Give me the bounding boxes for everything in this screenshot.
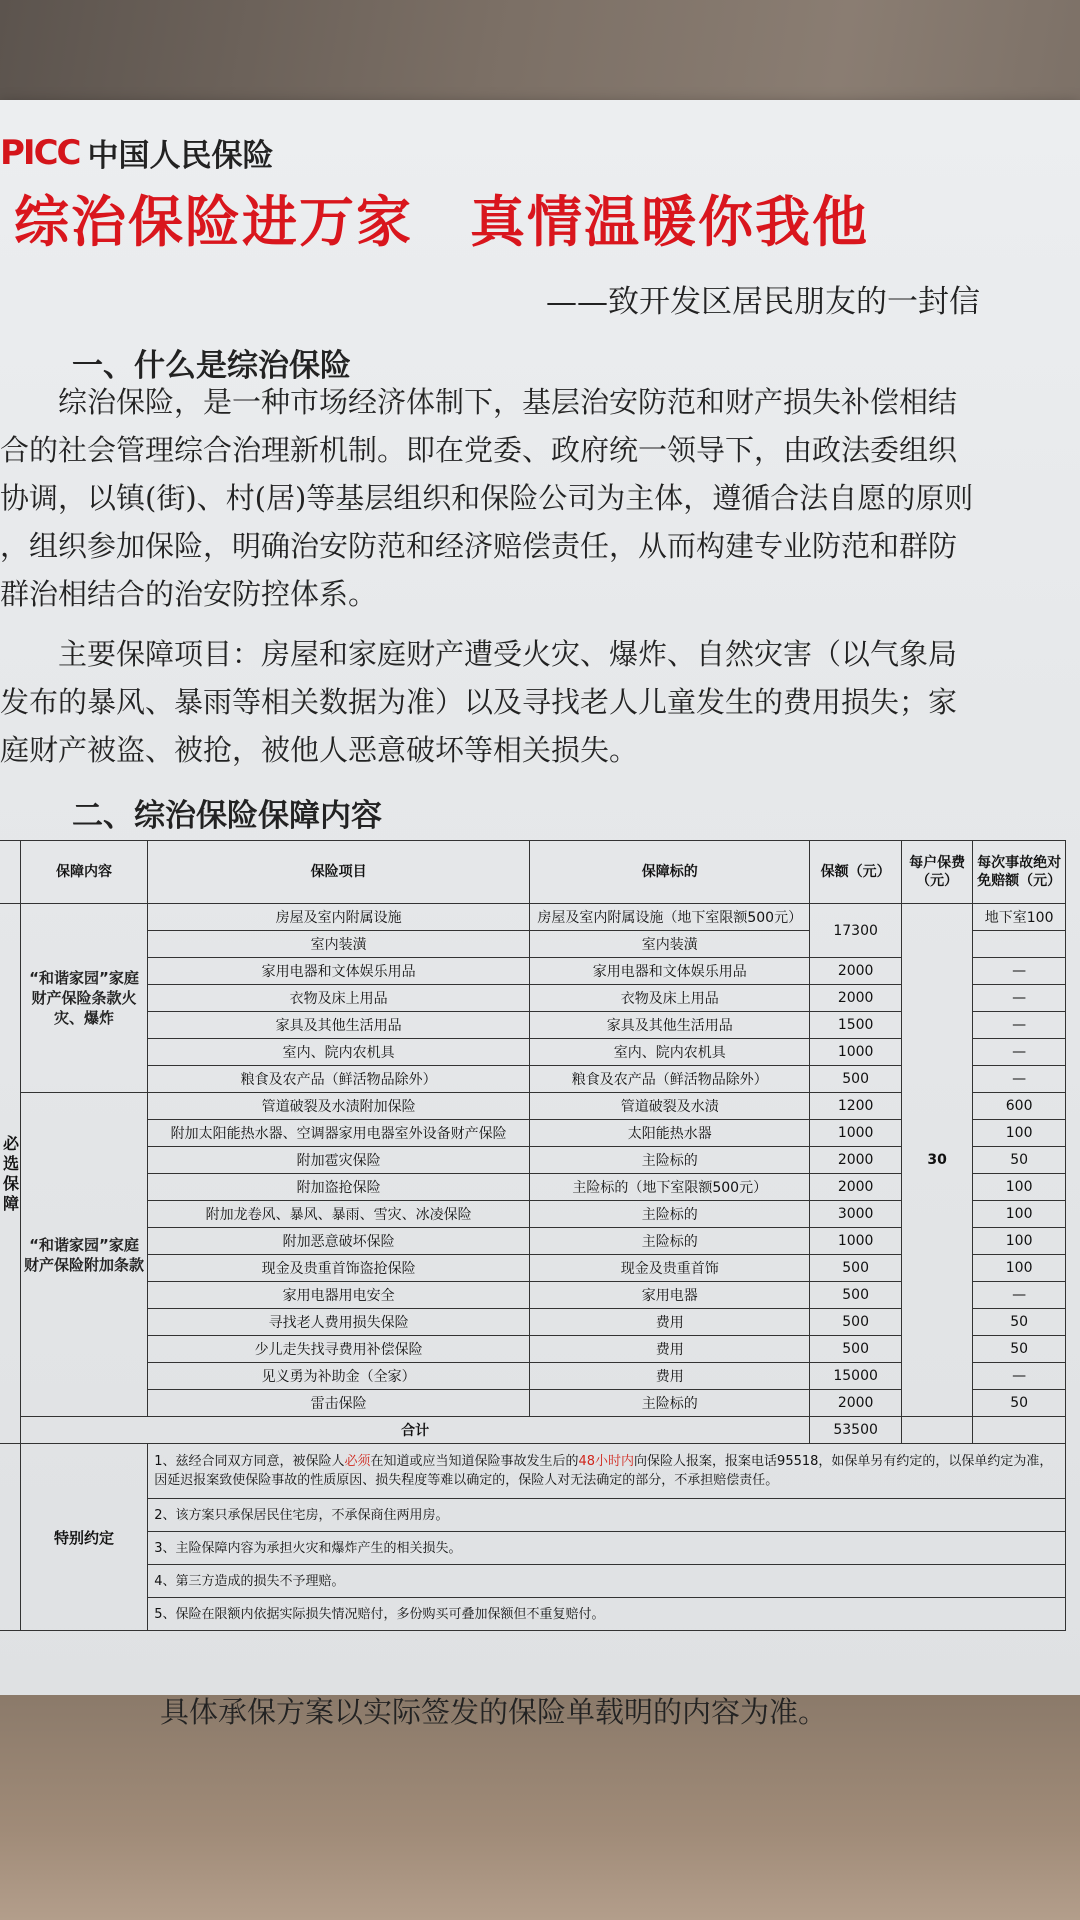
deductible-cell: 100 [973, 1255, 1066, 1282]
subject-cell: 主险标的 [530, 1147, 810, 1174]
deductible-cell: — [973, 1066, 1066, 1093]
text-line: 庭财产被盗、被抢，被他人恶意破坏等相关损失。 [0, 733, 639, 767]
item-cell: 家用电器和文体娱乐用品 [148, 958, 530, 985]
table-row [0, 904, 1066, 931]
deductible-cell: — [973, 1363, 1066, 1390]
deductible-cell: 50 [973, 1336, 1066, 1363]
section1-title: 一、什么是综治保险 [72, 348, 351, 384]
item-cell: 附加恶意破坏保险 [148, 1228, 530, 1255]
amount-cell: 2000 [810, 958, 902, 985]
coverage-table [0, 840, 1066, 1631]
special-row [0, 1444, 1066, 1499]
amount-cell: 2000 [810, 1174, 902, 1201]
subject-cell: 管道破裂及水渍 [530, 1093, 810, 1120]
subject-cell: 主险标的（地下室限额500元） [530, 1174, 810, 1201]
amount-cell: 500 [810, 1255, 902, 1282]
text-line: 群治相结合的治安防控体系。 [0, 577, 378, 611]
deductible-cell: — [973, 1012, 1066, 1039]
deductible-cell: 100 [973, 1120, 1066, 1147]
item-cell: 附加龙卷风、暴风、暴雨、雪灾、冰凌保险 [148, 1201, 530, 1228]
deductible-cell: 100 [973, 1174, 1066, 1201]
amount-cell: 500 [810, 1066, 902, 1093]
table-header-row [0, 841, 1066, 904]
subject-cell: 主险标的 [530, 1390, 810, 1417]
deductible-cell [973, 931, 1066, 958]
subject-cell: 费用 [530, 1309, 810, 1336]
subject-cell: 衣物及床上用品 [530, 985, 810, 1012]
total-label: 合计 [20, 1417, 809, 1444]
subject-cell: 太阳能热水器 [530, 1120, 810, 1147]
item-cell: 寻找老人费用损失保险 [148, 1309, 530, 1336]
text-line: 合的社会管理综合治理新机制。即在党委、政府统一领导下，由政法委组织 [0, 433, 958, 467]
text-line: 协调，以镇(街)、村(居)等基层组织和保险公司为主体，遵循合法自愿的原则 [0, 481, 974, 515]
special-row [0, 1565, 1066, 1598]
total-amount: 53500 [810, 1417, 902, 1444]
item-cell: 衣物及床上用品 [148, 985, 530, 1012]
special-term-4: 4、第三方造成的损失不予理赔。 [148, 1565, 1066, 1598]
headline: 综治保险进万家 真情温暖你我他 [14, 190, 870, 254]
subject-cell: 室内装潢 [530, 931, 810, 958]
text-line: 综治保险，是一种市场经济体制下，基层治安防范和财产损失补偿相结 [0, 385, 958, 419]
section1-paragraph2 [0, 630, 1075, 774]
picc-logo [0, 130, 273, 175]
amount-cell: 3000 [810, 1201, 902, 1228]
item-cell: 室内、院内农机具 [148, 1039, 530, 1066]
item-cell: 家用电器用电安全 [148, 1282, 530, 1309]
item-cell: 附加雹灾保险 [148, 1147, 530, 1174]
premium-cell: 30 [901, 904, 972, 1417]
header-deductible: 每次事故绝对免赔额（元） [973, 841, 1066, 904]
item-cell: 少儿走失找寻费用补偿保险 [148, 1336, 530, 1363]
header-subject: 保障标的 [530, 841, 810, 904]
item-cell: 见义勇为补助金（全家） [148, 1363, 530, 1390]
deductible-cell: — [973, 1282, 1066, 1309]
header-premium: 每户保费（元） [901, 841, 972, 904]
amount-cell: 1000 [810, 1120, 902, 1147]
special-term-5: 5、保险在限额内依据实际损失情况赔付，多份购买可叠加保额但不重复赔付。 [148, 1598, 1066, 1631]
section1-paragraph1 [0, 378, 1075, 618]
deductible-cell: 600 [973, 1093, 1066, 1120]
deductible-cell: 50 [973, 1390, 1066, 1417]
required-coverage-label: 必选保障 [0, 904, 20, 1444]
amount-cell: 500 [810, 1282, 902, 1309]
amount-cell: 2000 [810, 985, 902, 1012]
section2-title: 二、综治保险保障内容 [72, 798, 382, 834]
group-additional-clause: “和谐家园”家庭财产保险附加条款 [20, 1093, 147, 1417]
picc-logo-mark: PICC [0, 132, 80, 173]
amount-cell: 15000 [810, 1363, 902, 1390]
item-cell: 家具及其他生活用品 [148, 1012, 530, 1039]
item-cell: 管道破裂及水渍附加保险 [148, 1093, 530, 1120]
footer-note: 具体承保方案以实际签发的保险单载明的内容为准。 [160, 1695, 828, 1729]
deductible-cell: 50 [973, 1147, 1066, 1174]
item-cell: 粮食及农产品（鲜活物品除外） [148, 1066, 530, 1093]
item-cell: 附加太阳能热水器、空调器家用电器室外设备财产保险 [148, 1120, 530, 1147]
header-content: 保障内容 [20, 841, 147, 904]
deductible-cell: 地下室100 [973, 904, 1066, 931]
amount-cell: 2000 [810, 1390, 902, 1417]
subject-cell: 房屋及室内附属设施（地下室限额500元） [530, 904, 810, 931]
group-main-clause: “和谐家园”家庭财产保险条款火灾、爆炸 [20, 904, 147, 1093]
deductible-cell: 50 [973, 1309, 1066, 1336]
text-line: 发布的暴风、暴雨等相关数据为准）以及寻找老人儿童发生的费用损失；家 [0, 685, 958, 719]
deductible-cell: — [973, 958, 1066, 985]
deductible-cell: 100 [973, 1228, 1066, 1255]
special-term-1: 1、兹经合同双方同意，被保险人必须在知道或应当知道保险事故发生后的48小时内向保险人报案，报案电话95518，如保单另有约定的，以保单约定为准，因延迟报案致使保险事故的性质原因、损失程度等难以确定的，保险人对无法确定的部分，不承担赔偿责任。 [148, 1444, 1066, 1499]
subject-cell: 费用 [530, 1336, 810, 1363]
header-amount: 保额（元） [810, 841, 902, 904]
subject-cell: 室内、院内农机具 [530, 1039, 810, 1066]
amount-cell: 1500 [810, 1012, 902, 1039]
item-cell: 附加盗抢保险 [148, 1174, 530, 1201]
special-row [0, 1598, 1066, 1631]
company-name: 中国人民保险 [87, 138, 274, 174]
item-cell: 室内装潢 [148, 931, 530, 958]
header-item: 保险项目 [148, 841, 530, 904]
text-line: 主要保障项目：房屋和家庭财产遭受火灾、爆炸、自然灾害（以气象局 [0, 637, 958, 671]
amount-cell: 1200 [810, 1093, 902, 1120]
subject-cell: 粮食及农产品（鲜活物品除外） [530, 1066, 810, 1093]
amount-cell: 500 [810, 1309, 902, 1336]
item-cell: 房屋及室内附属设施 [148, 904, 530, 931]
total-row [0, 1417, 1066, 1444]
special-row [0, 1499, 1066, 1532]
subject-cell: 主险标的 [530, 1201, 810, 1228]
subject-cell: 家具及其他生活用品 [530, 1012, 810, 1039]
special-terms-label: 特别约定 [20, 1444, 147, 1631]
subject-cell: 费用 [530, 1363, 810, 1390]
subject-cell: 家用电器 [530, 1282, 810, 1309]
item-cell: 现金及贵重首饰盗抢保险 [148, 1255, 530, 1282]
special-term-2: 2、该方案只承保居民住宅房，不承保商住两用房。 [148, 1499, 1066, 1532]
deductible-cell: — [973, 985, 1066, 1012]
special-term-3: 3、主险保障内容为承担火灾和爆炸产生的相关损失。 [148, 1532, 1066, 1565]
amount-cell: 1000 [810, 1228, 902, 1255]
subtitle: ——致开发区居民朋友的一封信 [546, 284, 980, 320]
text-line: ，组织参加保险，明确治安防范和经济赔偿责任，从而构建专业防范和群防 [0, 529, 958, 563]
deductible-cell: — [973, 1039, 1066, 1066]
amount-cell: 2000 [810, 1147, 902, 1174]
subject-cell: 现金及贵重首饰 [530, 1255, 810, 1282]
amount-cell: 500 [810, 1336, 902, 1363]
special-row [0, 1532, 1066, 1565]
amount-cell: 1000 [810, 1039, 902, 1066]
deductible-cell: 100 [973, 1201, 1066, 1228]
subject-cell: 家用电器和文体娱乐用品 [530, 958, 810, 985]
item-cell: 雷击保险 [148, 1390, 530, 1417]
amount-cell: 17300 [810, 904, 902, 958]
subject-cell: 主险标的 [530, 1228, 810, 1255]
